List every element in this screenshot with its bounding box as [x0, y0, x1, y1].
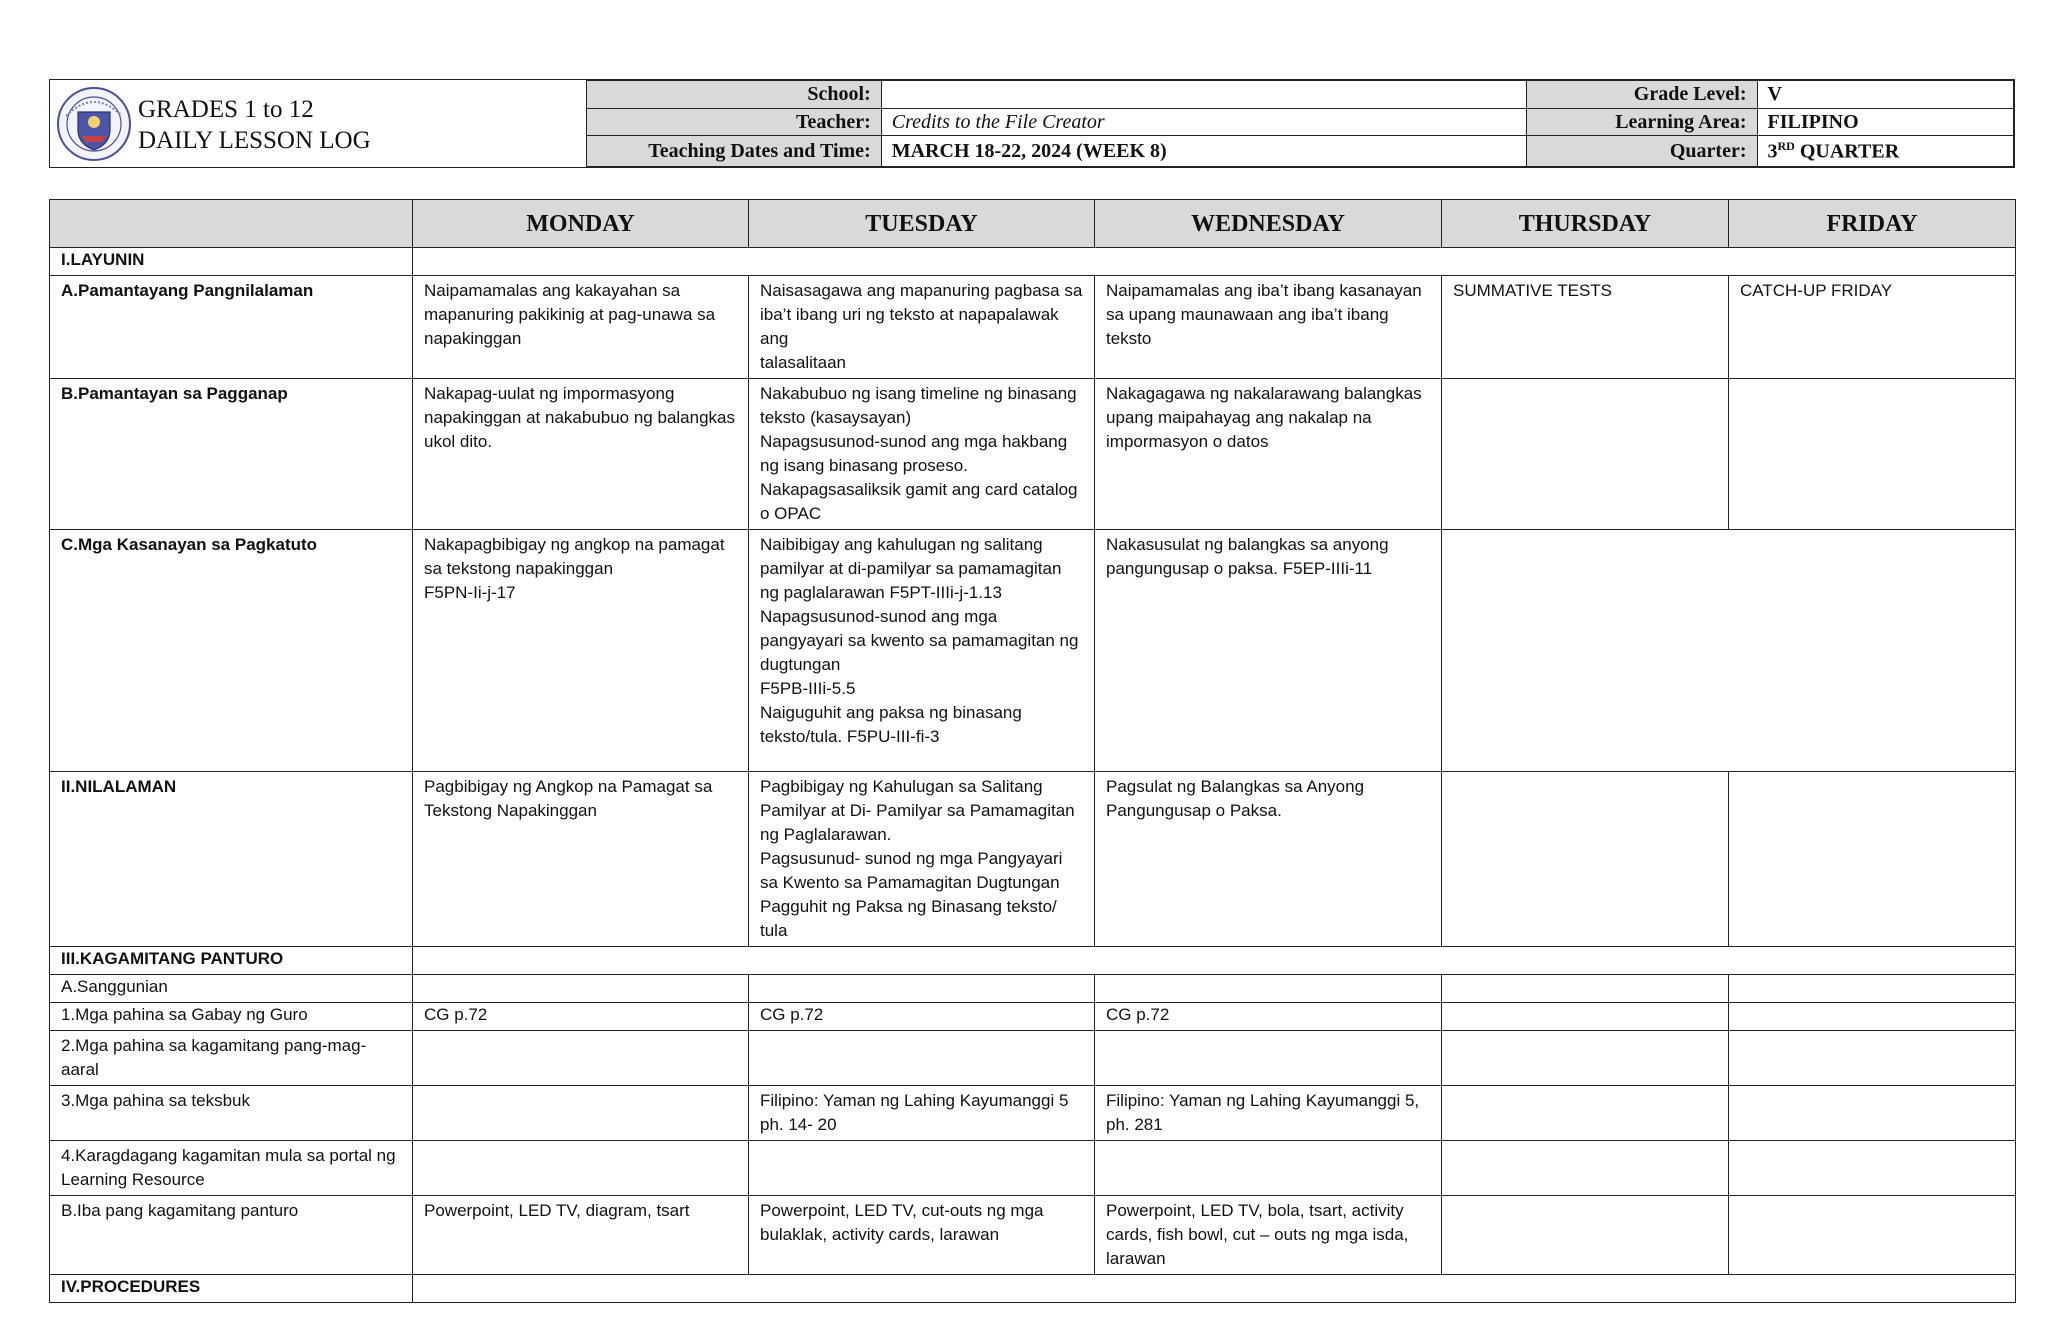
cell-nil-wednesday: Pagsulat ng Balangkas sa Anyong Pangungusap o Paksa. [1095, 772, 1442, 947]
portal-fri [1729, 1141, 2016, 1196]
cell-guro-tuesday: CG p.72 [749, 1003, 1095, 1031]
cell-a-friday: CATCH-UP FRIDAY [1729, 276, 2016, 379]
row-label-nilalaman: II.NILALAMAN [50, 772, 413, 947]
day-friday: FRIDAY [1729, 200, 2016, 248]
guro-fri [1729, 1003, 2016, 1031]
mag-tue [749, 1031, 1095, 1086]
sang-wed [1095, 975, 1442, 1003]
sanggunian-row [50, 975, 2016, 1003]
cell-nil-thursday [1442, 772, 1729, 947]
sang-tue [749, 975, 1095, 1003]
mag-wed [1095, 1031, 1442, 1086]
procedures-empty [413, 1275, 2016, 1303]
dates-value: MARCH 18-22, 2024 (WEEK 8) [881, 136, 1526, 167]
header-block [49, 79, 2015, 168]
cell-b-friday [1729, 379, 2016, 530]
lesson-table [49, 199, 2016, 1303]
teacher-label: Teacher: [587, 109, 882, 136]
layunin-row [50, 248, 2016, 276]
teks-thu [1442, 1086, 1729, 1141]
pamantayang-row [50, 276, 2016, 379]
day-thursday: THURSDAY [1442, 200, 1729, 248]
title-line-2: DAILY LESSON LOG [138, 127, 371, 154]
quarter-sup: RD [1777, 138, 1795, 153]
row-label-procedures: IV.PROCEDURES [50, 1275, 413, 1303]
portal-tue [749, 1141, 1095, 1196]
school-value [881, 81, 1526, 109]
row-label-kagamitan: III.KAGAMITANG PANTURO [50, 947, 413, 975]
sang-fri [1729, 975, 2016, 1003]
row-label-portal: 4.Karagdagang kagamitan mula sa portal ng Learning Resource [50, 1141, 413, 1196]
nilalaman-row [50, 772, 2016, 947]
cell-teks-tuesday: Filipino: Yaman ng Lahing Kayumanggi 5 ph. 14- 20 [749, 1086, 1095, 1141]
quarter-num: 3 [1767, 140, 1778, 163]
title-line-1: GRADES 1 to 12 [138, 96, 314, 123]
cell-a-monday: Naipamamalas ang kakayahan sa mapanuring pakikinig at pag-unawa sa napakinggan [413, 276, 749, 379]
grade-level-label: Grade Level: [1526, 81, 1757, 109]
kagamitan-empty [413, 947, 2016, 975]
quarter-value [1757, 136, 2013, 167]
portal-thu [1442, 1141, 1729, 1196]
iba-fri [1729, 1196, 2016, 1275]
teksbuk-row [50, 1086, 2016, 1141]
cell-teks-wednesday: Filipino: Yaman ng Lahing Kayumanggi 5, ph. 281 [1095, 1086, 1442, 1141]
cell-a-tuesday: Naisasagawa ang mapanuring pagbasa sa iba’t ibang uri ng teksto at napapalawak ang talasalitaan [749, 276, 1095, 379]
sang-mon [413, 975, 749, 1003]
learning-area-value: FILIPINO [1757, 109, 2013, 136]
day-tuesday: TUESDAY [749, 200, 1095, 248]
cell-nil-friday [1729, 772, 2016, 947]
cell-c-monday: Nakapagbibigay ng angkop na pamagat sa tekstong napakinggan F5PN-Ii-j-17 [413, 530, 749, 772]
guro-thu [1442, 1003, 1729, 1031]
learning-area-label: Learning Area: [1526, 109, 1757, 136]
portal-wed [1095, 1141, 1442, 1196]
day-header-row [50, 200, 2016, 248]
day-wednesday: WEDNESDAY [1095, 200, 1442, 248]
iba-thu [1442, 1196, 1729, 1275]
cell-guro-wednesday: CG p.72 [1095, 1003, 1442, 1031]
cell-a-wednesday: Naipamamalas ang iba’t ibang kasanayan sa upang maunawaan ang iba’t ibang teksto [1095, 276, 1442, 379]
quarter-rest: QUARTER [1794, 140, 1900, 163]
cell-nil-monday: Pagbibigay ng Angkop na Pamagat sa Tekstong Napakinggan [413, 772, 749, 947]
cell-iba-monday: Powerpoint, LED TV, diagram, tsart [413, 1196, 749, 1275]
logo-cell [50, 80, 587, 166]
row-label-b: B.Pamantayan sa Pagganap [50, 379, 413, 530]
row-label-mag-aaral: 2.Mga pahina sa kagamitang pang-mag-aaral [50, 1031, 413, 1086]
row-label-a: A.Pamantayang Pangnilalaman [50, 276, 413, 379]
row-label-sanggunian: A.Sanggunian [50, 975, 413, 1003]
row-label-guro: 1.Mga pahina sa Gabay ng Guro [50, 1003, 413, 1031]
teacher-value: Credits to the File Creator [881, 109, 1526, 136]
quarter-label: Quarter: [1526, 136, 1757, 167]
kasanayan-row [50, 530, 2016, 772]
layunin-empty [413, 248, 2016, 276]
gabay-guro-row [50, 1003, 2016, 1031]
cell-b-tuesday: Nakabubuo ng isang timeline ng binasang teksto (kasaysayan) Napagsusunod-sunod ang mga hakbang ng isang binasang proseso. Nakapagsasaliksik gamit ang card catalog o OPAC [749, 379, 1095, 530]
row-label-iba: B.Iba pang kagamitang panturo [50, 1196, 413, 1275]
cell-iba-wednesday: Powerpoint, LED TV, bola, tsart, activity cards, fish bowl, cut – outs ng mga isda, larawan [1095, 1196, 1442, 1275]
pagganap-row [50, 379, 2016, 530]
cell-c-thu-fri [1442, 530, 2016, 772]
mag-aaral-row [50, 1031, 2016, 1086]
layunin-label: I.LAYUNIN [50, 248, 413, 276]
cell-iba-tuesday: Powerpoint, LED TV, cut-outs ng mga bulaklak, activity cards, larawan [749, 1196, 1095, 1275]
mag-fri [1729, 1031, 2016, 1086]
row-label-c: C.Mga Kasanayan sa Pagkatuto [50, 530, 413, 772]
kagamitan-row [50, 947, 2016, 975]
portal-row [50, 1141, 2016, 1196]
iba-pang-row [50, 1196, 2016, 1275]
cell-b-thursday [1442, 379, 1729, 530]
sang-thu [1442, 975, 1729, 1003]
day-monday: MONDAY [413, 200, 749, 248]
cell-a-thursday: SUMMATIVE TESTS [1442, 276, 1729, 379]
portal-mon [413, 1141, 749, 1196]
cell-c-wednesday: Nakasusulat ng balangkas sa anyong pangungusap o paksa. F5EP-IIIi-11 [1095, 530, 1442, 772]
cell-nil-tuesday: Pagbibigay ng Kahulugan sa Salitang Pamilyar at Di- Pamilyar sa Pamamagitan ng Paglalarawan. Pagsusunud- sunod ng mga Pangyayari sa Kwento sa Pamamagitan Dugtungan Pagguhit ng Paksa ng Binasang teksto/ tula [749, 772, 1095, 947]
cell-guro-monday: CG p.72 [413, 1003, 749, 1031]
school-label: School: [587, 81, 882, 109]
dates-label: Teaching Dates and Time: [587, 136, 882, 167]
procedures-row [50, 1275, 2016, 1303]
grade-level-value: V [1757, 81, 2013, 109]
mag-mon [413, 1031, 749, 1086]
corner-cell [50, 200, 413, 248]
mag-thu [1442, 1031, 1729, 1086]
cell-c-tuesday: Naibibigay ang kahulugan ng salitang pamilyar at di-pamilyar sa pamamagitan ng paglalarawan F5PT-IIIi-j-1.13 Napagsusunod-sunod ang mga pangyayari sa kwento sa pamamagitan ng dugtungan F5PB-IIIi-5.5 Naiguguhit ang paksa ng binasang teksto/tula. F5PU-III-fi-3 [749, 530, 1095, 772]
teks-fri [1729, 1086, 2016, 1141]
deped-seal-icon [56, 86, 132, 162]
row-label-teksbuk: 3.Mga pahina sa teksbuk [50, 1086, 413, 1141]
cell-b-wednesday: Nakagagawa ng nakalarawang balangkas upang maipahayag ang nakalap na impormasyon o datos [1095, 379, 1442, 530]
header-info-table [586, 80, 2014, 167]
teks-mon [413, 1086, 749, 1141]
cell-b-monday: Nakapag-uulat ng impormasyong napakinggan at nakabubuo ng balangkas ukol dito. [413, 379, 749, 530]
